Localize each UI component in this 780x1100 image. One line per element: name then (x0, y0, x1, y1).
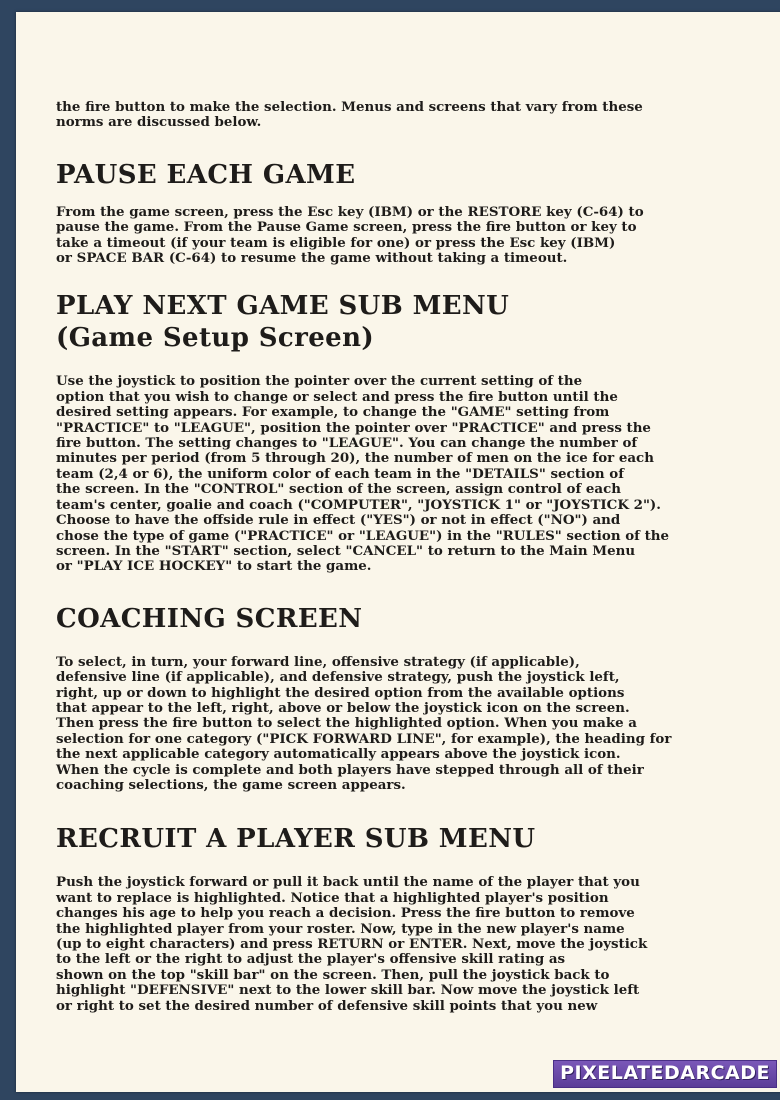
text-line: that appear to the left, right, above or below the joystick icon on the screen. (56, 699, 630, 716)
section-body (56, 875, 696, 1014)
manual-page (16, 12, 780, 1092)
text-line: or SPACE BAR (C-64) to resume the game without taking a timeout. (56, 250, 568, 267)
section-recruit-a-player (56, 823, 696, 1014)
section-body (56, 205, 696, 267)
text-line: Choose to have the offside rule in effect ("YES") or not in effect ("NO") and (56, 512, 621, 529)
section-heading (56, 603, 696, 635)
text-line: want to replace is highlighted. Notice that a highlighted player's position (56, 889, 609, 906)
text-line: defensive line (if applicable), and defensive strategy, push the joystick left, (56, 669, 620, 686)
text-line: Then press the fire button to select the highlighted option. When you make a (56, 715, 637, 732)
text-line: coaching selections, the game screen appears. (56, 776, 406, 793)
text-line: screen. In the "START" section, select "CANCEL" to return to the Main Menu (56, 542, 636, 559)
text-line: (up to eight characters) and press RETURN or ENTER. Next, move the joystick (56, 936, 648, 952)
text-line: When the cycle is complete and both players have stepped through all of their (56, 761, 644, 778)
text-line: team's center, goalie and coach ("COMPUTER", "JOYSTICK 1" or "JOYSTICK 2"). (56, 496, 661, 513)
text-line: take a timeout (if your team is eligible for one) or press the Esc key (IBM) (56, 234, 616, 251)
text-line: "PRACTICE" to "LEAGUE", position the pointer over "PRACTICE" and press the (56, 419, 651, 436)
text-line: the fire button to make the selection. Menus and screens that vary from these (56, 99, 643, 115)
text-line: team (2,4 or 6), the uniform color of each team in the "DETAILS" section of (56, 465, 624, 482)
text-line: minutes per period (from 5 through 20), the number of men on the ice for each (56, 450, 654, 467)
text-line: option that you wish to change or select and press the fire button until the (56, 388, 618, 405)
section-heading (56, 159, 696, 191)
text-line: to the left or the right to adjust the player's offensive skill rating as (56, 951, 566, 968)
intro-paragraph (56, 100, 696, 131)
text-line: Push the joystick forward or pull it back until the name of the player that you (56, 874, 640, 891)
text-line: selection for one category ("PICK FORWARD LINE", for example), the heading for (56, 730, 672, 747)
text-line: changes his age to help you reach a decision. Press the fire button to remove (56, 905, 635, 922)
text-line: pause the game. From the Pause Game screen, press the fire button or key to (56, 219, 637, 236)
section-heading (56, 823, 696, 855)
text-line: From the game screen, press the Esc key (IBM) or the RESTORE key (C-64) to (56, 203, 644, 220)
text-line: fire button. The setting changes to "LEAGUE". You can change the number of (56, 435, 638, 452)
section-play-next-game (56, 290, 696, 574)
text-line: the next applicable category automatically appears above the joystick icon. (56, 746, 621, 763)
heading-subtitle: (Game Setup Screen) (56, 323, 375, 354)
section-coaching-screen (56, 603, 696, 794)
text-line: highlight "DEFENSIVE" next to the lower skill bar. Now move the joystick left (56, 982, 640, 999)
heading-line: COACHING SCREEN (56, 603, 363, 634)
watermark-logo: PIXELATEDARCADE (553, 1060, 777, 1088)
text-line: desired setting appears. For example, to change the "GAME" setting from (56, 404, 610, 421)
text-line: or "PLAY ICE HOCKEY" to start the game. (56, 558, 372, 575)
section-body (56, 655, 696, 794)
text-line: To select, in turn, your forward line, offensive strategy (if applicable), (56, 653, 580, 670)
heading-line: PAUSE EACH GAME (56, 159, 356, 190)
section-body (56, 374, 696, 574)
text-line: the highlighted player from your roster. Now, type in the new player's name (56, 920, 625, 937)
text-line: the screen. In the "CONTROL" section of the screen, assign control of each (56, 481, 621, 498)
text-line: chose the type of game ("PRACTICE" or "LEAGUE") in the "RULES" section of the (56, 527, 670, 544)
text-line: norms are discussed below. (56, 114, 262, 131)
text-line: right, up or down to highlight the desired option from the available options (56, 684, 625, 701)
text-line: Use the joystick to position the pointer over the current setting of the (56, 373, 583, 390)
text-line: or right to set the desired number of defensive skill points that you new (56, 997, 598, 1014)
page-content (56, 100, 696, 1014)
heading-line: PLAY NEXT GAME SUB MENU (56, 291, 510, 322)
heading-line: RECRUIT A PLAYER SUB MENU (56, 824, 536, 855)
section-heading (56, 290, 696, 354)
section-pause-each-game (56, 159, 696, 267)
text-line: shown on the top "skill bar" on the screen. Then, pull the joystick back to (56, 966, 610, 983)
